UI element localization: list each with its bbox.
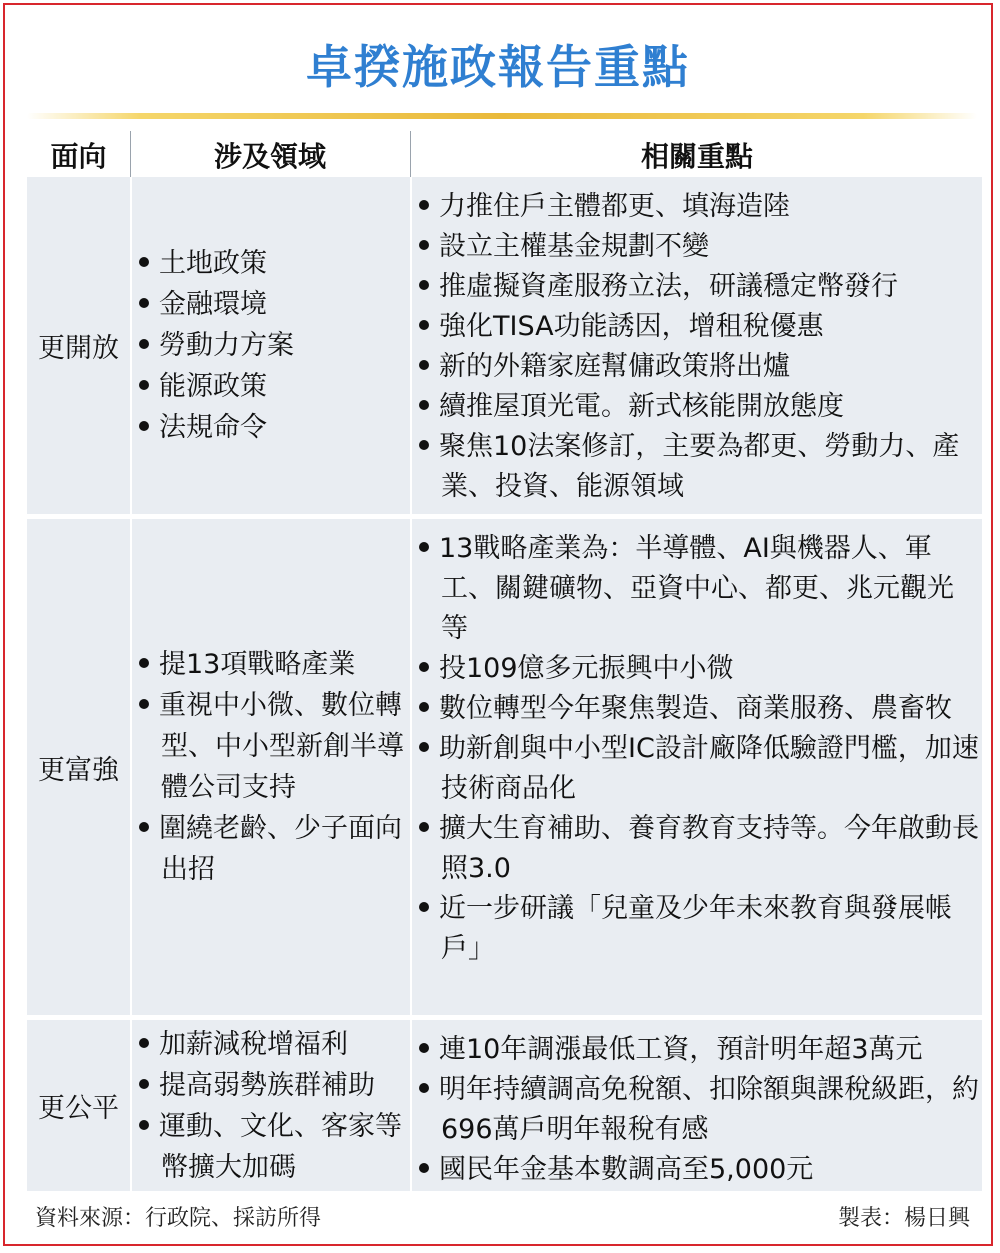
points-cell [419, 1030, 979, 1190]
list-item: 聚焦10法案修訂，主要為都更、勞動力、產業、投資、能源領域 [419, 427, 979, 507]
table-row [27, 1020, 982, 1191]
list-item: 土地政策 [139, 243, 409, 284]
bullet-icon [139, 1120, 149, 1130]
source-note: 資料來源：行政院、採訪所得 [35, 1206, 322, 1231]
bullet-icon [419, 1083, 429, 1093]
column-divider [410, 1020, 412, 1191]
list-item: 能源政策 [139, 366, 409, 407]
bullet-icon [419, 240, 429, 250]
column-divider [410, 177, 412, 514]
list-item: 加薪減稅增福利 [139, 1024, 409, 1065]
bullet-icon [139, 421, 149, 431]
aspect-cell: 更富強 [38, 754, 119, 786]
infographic-frame [3, 3, 993, 1246]
bullet-icon [139, 298, 149, 308]
column-divider [130, 1020, 132, 1191]
header-divider [130, 131, 131, 177]
bullet-icon [419, 360, 429, 370]
bullet-icon [419, 542, 429, 552]
bullet-icon [139, 699, 149, 709]
header-divider [410, 131, 411, 177]
domains-cell [139, 519, 409, 1015]
list-item: 法規命令 [139, 407, 409, 448]
bullet-icon [419, 1043, 429, 1053]
bullet-icon [419, 902, 429, 912]
header-aspect: 面向 [50, 140, 107, 173]
list-item: 設立主權基金規劃不變 [419, 227, 979, 267]
title-divider [27, 113, 977, 119]
list-item: 數位轉型今年聚焦製造、商業服務、農畜牧 [419, 689, 979, 729]
list-item: 推虛擬資產服務立法，研議穩定幣發行 [419, 267, 979, 307]
bullet-icon [419, 320, 429, 330]
list-item: 運動、文化、客家等幣擴大加碼 [139, 1106, 409, 1188]
policy-table [27, 127, 982, 1196]
list-item: 投109億多元振興中小微 [419, 649, 979, 689]
bullet-icon [139, 380, 149, 390]
maker-note: 製表：楊日興 [837, 1206, 970, 1231]
bullet-icon [139, 658, 149, 668]
bullet-icon [139, 257, 149, 267]
bullet-icon [419, 200, 429, 210]
bullet-icon [419, 440, 429, 450]
list-item: 13戰略產業為：半導體、AI與機器人、軍工、關鍵礦物、亞資中心、都更、兆元觀光等 [419, 529, 979, 649]
column-divider [410, 519, 412, 1015]
list-item: 重視中小微、數位轉型、中小型新創半導體公司支持 [139, 685, 409, 808]
bullet-icon [419, 822, 429, 832]
list-item: 助新創與中小型IC設計廠降低驗證門檻，加速技術商品化 [419, 729, 979, 809]
list-item: 金融環境 [139, 284, 409, 325]
column-divider [130, 519, 132, 1015]
domains-cell [139, 1020, 409, 1191]
list-item: 強化TISA功能誘因，增租稅優惠 [419, 307, 979, 347]
bullet-icon [419, 742, 429, 752]
bullet-icon [139, 339, 149, 349]
aspect-cell: 更公平 [38, 1093, 119, 1124]
list-item: 連10年調漲最低工資，預計明年超3萬元 [419, 1030, 979, 1070]
points-cell [419, 187, 979, 507]
list-item: 新的外籍家庭幫傭政策將出爐 [419, 347, 979, 387]
aspect-cell: 更開放 [38, 333, 119, 364]
page-title: 卓揆施政報告重點 [306, 40, 690, 94]
bullet-icon [139, 822, 149, 832]
list-item: 續推屋頂光電。新式核能開放態度 [419, 387, 979, 427]
list-item: 力推住戶主體都更、填海造陸 [419, 187, 979, 227]
table-header [27, 127, 982, 177]
bullet-icon [419, 702, 429, 712]
list-item: 勞動力方案 [139, 325, 409, 366]
bullet-icon [419, 1163, 429, 1173]
list-item: 提高弱勢族群補助 [139, 1065, 409, 1106]
header-points: 相關重點 [640, 140, 753, 173]
bullet-icon [139, 1079, 149, 1089]
bullet-icon [419, 280, 429, 290]
table-row [27, 177, 982, 514]
list-item: 明年持續調高免稅額、扣除額與課稅級距，約696萬戶明年報稅有感 [419, 1070, 979, 1150]
header-domains: 涉及領域 [213, 140, 326, 173]
table-row [27, 519, 982, 1015]
column-divider [130, 177, 132, 514]
bullet-icon [139, 1038, 149, 1048]
list-item: 國民年金基本數調高至5,000元 [419, 1150, 979, 1190]
list-item: 圍繞老齡、少子面向出招 [139, 808, 409, 890]
bullet-icon [419, 400, 429, 410]
bullet-icon [419, 662, 429, 672]
points-cell [419, 529, 979, 969]
list-item: 擴大生育補助、養育教育支持等。今年啟動長照3.0 [419, 809, 979, 889]
domains-cell [139, 177, 409, 514]
list-item: 提13項戰略產業 [139, 644, 409, 685]
list-item: 近一步研議「兒童及少年未來教育與發展帳戶」 [419, 889, 979, 969]
